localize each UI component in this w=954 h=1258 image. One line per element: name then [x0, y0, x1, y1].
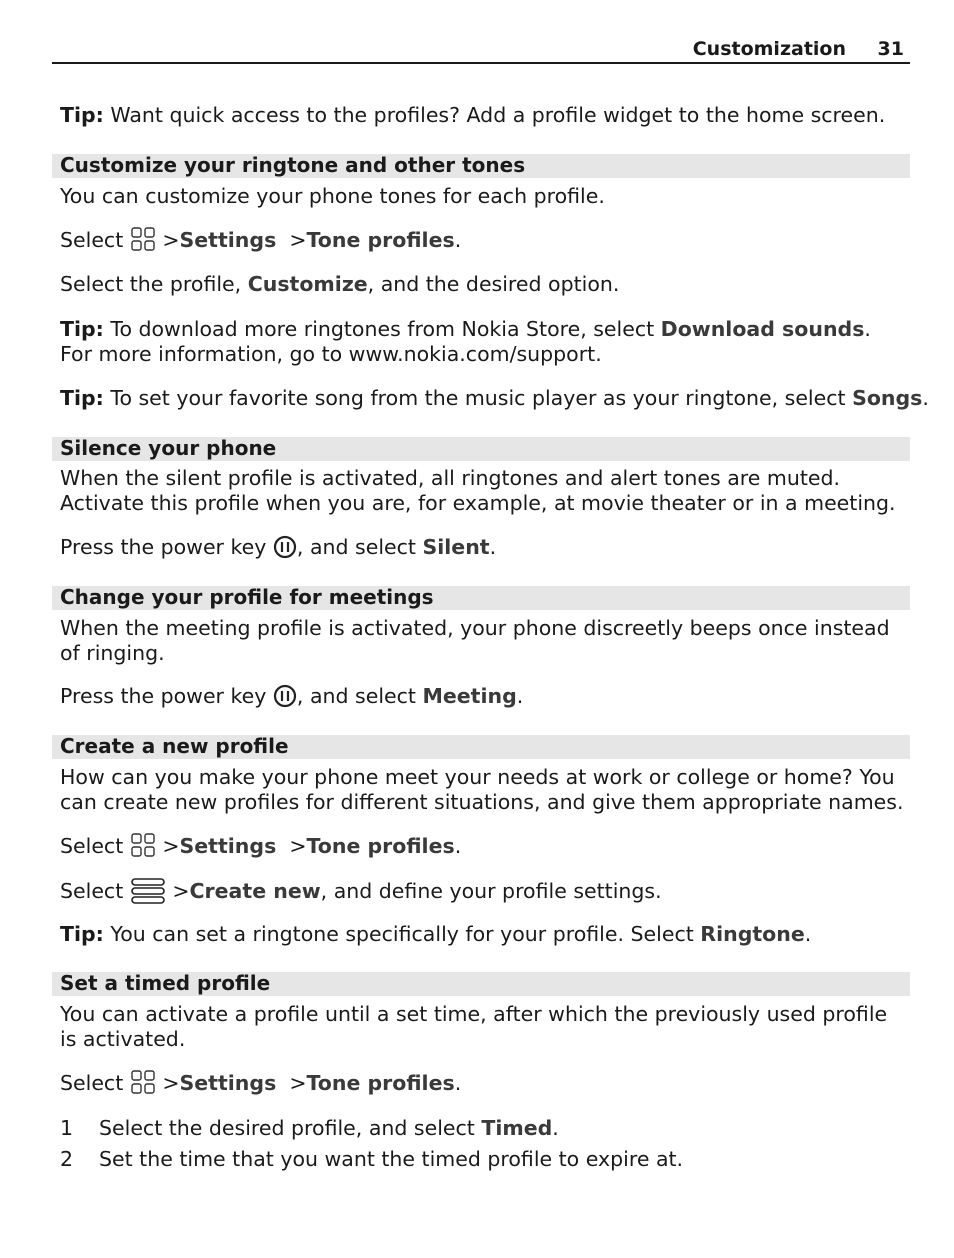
tip-widget: Tip: Want quick access to the profiles? Add a profile widget to the home screen. — [60, 103, 886, 127]
create-new-line: Select >Create new, and define your profile settings. — [60, 879, 662, 903]
timed-select-path: Select >Settings >Tone profiles. — [60, 1071, 462, 1095]
tip-ringtone: Tip: You can set a ringtone specifically for your profile. Select Ringtone. — [60, 922, 812, 946]
section-heading-timed: Set a timed profile — [52, 972, 910, 996]
power-key-icon — [273, 535, 297, 559]
page-number: 31 — [877, 38, 904, 60]
step-number: 2 — [60, 1147, 74, 1171]
step-text: Select the desired profile, and select Timed. — [99, 1116, 559, 1140]
create-body: How can you make your phone meet your needs at work or college or home? You can create new profiles for different situations, and give them appropriate names. — [60, 765, 904, 814]
ringtone-customize-line: Select the profile, Customize, and the desired option. — [60, 272, 620, 296]
power-key-icon — [273, 684, 297, 708]
step-number: 1 — [60, 1116, 74, 1140]
apps-grid-icon — [130, 1069, 156, 1095]
step-text: Set the time that you want the timed profile to expire at. — [99, 1147, 684, 1171]
timed-body: You can activate a profile until a set time, after which the previously used profile is activated. — [60, 1002, 888, 1051]
page-header — [52, 36, 910, 64]
apps-grid-icon — [130, 832, 156, 858]
chapter-title: Customization — [692, 38, 846, 60]
options-menu-icon — [130, 877, 166, 905]
meeting-press-line: Press the power key , and select Meeting. — [60, 684, 524, 708]
section-heading-create: Create a new profile — [52, 735, 910, 759]
apps-grid-icon — [130, 226, 156, 252]
section-heading-ringtone: Customize your ringtone and other tones — [52, 154, 910, 178]
silence-body: When the silent profile is activated, all ringtones and alert tones are muted. Activate this profile when you are, for example, at movie theater or in a meeting. — [60, 466, 896, 515]
tip-download-sounds: Tip: To download more ringtones from Nokia Store, select Download sounds. For more information, go to www.nokia.com/support. — [60, 317, 871, 366]
tip-songs: Tip: To set your favorite song from the music player as your ringtone, select Songs. — [60, 386, 929, 410]
silence-press-line: Press the power key , and select Silent. — [60, 535, 497, 559]
ringtone-intro: You can customize your phone tones for each profile. — [60, 184, 605, 208]
section-heading-silence: Silence your phone — [52, 437, 910, 461]
ringtone-select-path: Select >Settings >Tone profiles. — [60, 228, 462, 252]
meeting-body: When the meeting profile is activated, your phone discreetly beeps once instead of ringing. — [60, 616, 890, 665]
create-select-path: Select >Settings >Tone profiles. — [60, 834, 462, 858]
section-heading-meeting: Change your profile for meetings — [52, 586, 910, 610]
